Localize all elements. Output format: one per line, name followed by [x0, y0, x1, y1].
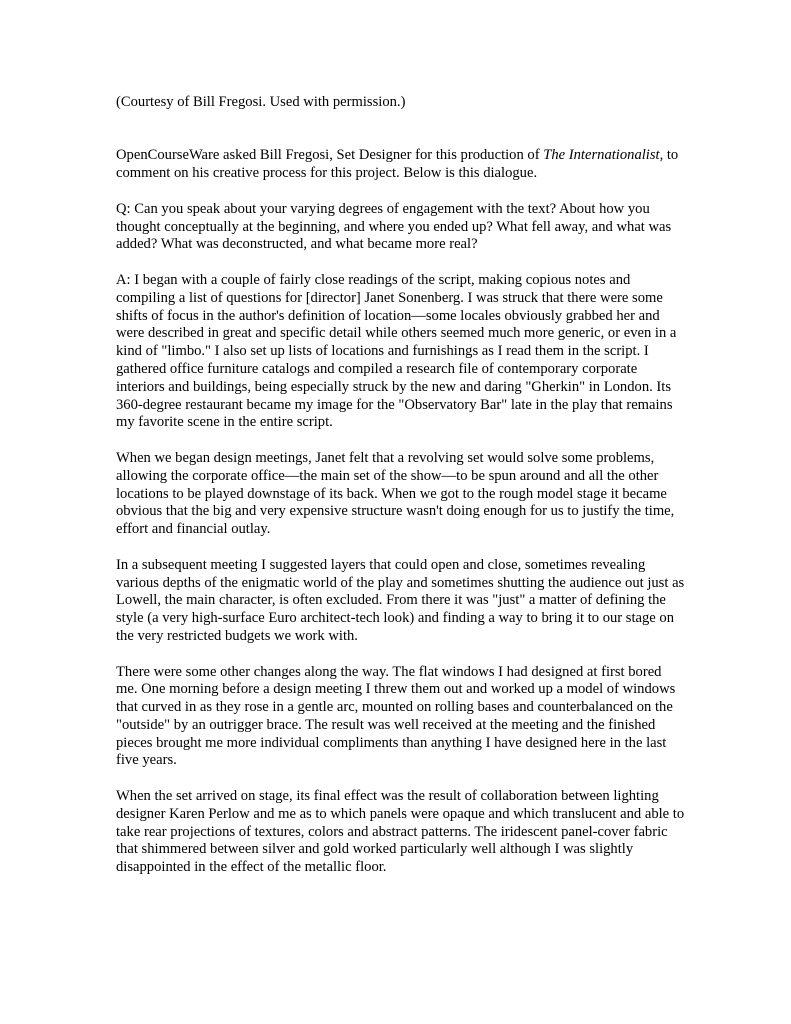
intro-text-after: to comment on his creative process for this project. Below is this dialogue. — [116, 147, 679, 182]
answer-paragraph: When we began design meetings, Janet felt that a revolving set would solve some problems, allowing the corporate office—the main set of the show—to be spun around and all the other locations to be played downstage of its back. When we got to the rough model stage it became obvious that the big and very expensive structure wasn't doing enough for us to justify the time, effort and financial outlay. — [116, 449, 675, 538]
answer-paragraph: A: I began with a couple of fairly close readings of the script, making copious notes and compiling a list of questions for [director] Janet Sonenberg. I was struck that there were some shifts of focus in the author's definition of location—some locales obviously grabbed her and were described in great and specific detail while others seemed much more generic, or even in a kind of "limbo." I also set up lists of locations and furnishings as I read them in the script. I gathered office furniture catalogs and compiled a research file of contemporary corporate interiors and buildings, being especially struck by the new and daring "Gherkin" in London. Its 360-degree restaurant became my image for the "Observatory Bar" late in the play that remains my favorite scene in the entire script. — [116, 271, 677, 431]
document-body — [116, 94, 686, 877]
answer-paragraph: In a subsequent meeting I suggested layers that could open and close, sometimes revealing various depths of the enigmatic world of the play and sometimes shutting the audience out just as Lowell, the main character, is often excluded. From there it was "just" a matter of defining the style (a very high-surface Euro architect-tech look) and finding a way to bring it to our stage on the very restricted budgets we work with. — [116, 556, 685, 644]
answer-paragraph: When the set arrived on stage, its final effect was the result of collaboration between lighting designer Karen Perlow and me as to which panels were opaque and which translucent and able to take rear projections of textures, colors and abstract patterns. The iridescent panel-cover fabric that shimmered between silver and gold worked particularly well although I was slightly disappointed in the effect of the metallic floor. — [116, 788, 685, 876]
question-paragraph: Q: Can you speak about your varying degrees of engagement with the text? About how you thought conceptually at the beginning, and where you ended up? What fell away, and what was added? What was deconstructed, and what became more real? — [116, 200, 672, 253]
answer-paragraph: There were some other changes along the way. The flat windows I had designed at first bored me. One morning before a design meeting I threw them out and worked up a model of windows that curved in as they rose in a gentle arc, mounted on rolling bases and counterbalanced on the "outside" by an outrigger brace. The result was well received at the meeting and the finished pieces brought me more individual compliments than anything I have designed here in the last five years. — [116, 663, 676, 769]
intro-paragraph — [116, 147, 686, 183]
intro-text-before: OpenCourseWare asked Bill Fregosi, Set Designer for this production of — [116, 147, 544, 164]
play-title: The Internationalist, — [543, 147, 664, 164]
courtesy-line: (Courtesy of Bill Fregosi. Used with permission.) — [116, 94, 406, 110]
